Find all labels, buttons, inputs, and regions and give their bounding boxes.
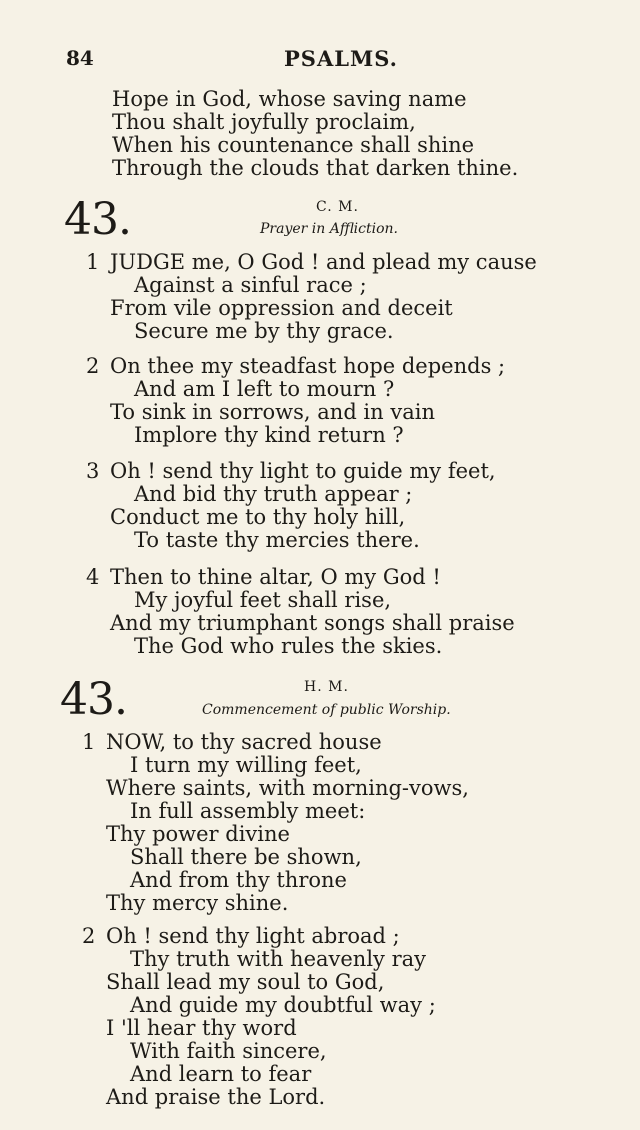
verse-line: Then to thine altar, O my God ! [110,565,441,589]
verse-line: To sink in sorrows, and in vain [110,400,435,424]
verse-line: And praise the Lord. [106,1085,326,1109]
verse-line: Shall lead my soul to God, [106,970,385,994]
verse-number: 1 [86,250,100,274]
verse-line: The God who rules the skies. [134,634,443,658]
verse-line: And guide my doubtful way ; [130,993,436,1017]
verse-line: To taste thy mercies there. [134,528,420,552]
verse-line: NOW, to thy sacred house [106,730,382,754]
verse-number: 1 [82,730,96,754]
verse-line: Oh ! send thy light abroad ; [106,924,400,948]
intro-line: Hope in God, whose saving name [112,87,467,111]
verse-line: Thy truth with heavenly ray [130,947,427,971]
verse-line: And my triumphant songs shall praise [110,611,515,635]
hymn-number: 43. [64,194,131,245]
verse-line: In full assembly meet: [130,799,366,823]
running-head: PSALMS. [284,46,398,71]
verse-line: I turn my willing feet, [130,753,362,777]
hymn-meter: H. M. [304,679,349,695]
verse-number: 4 [86,565,100,589]
verse-number: 3 [86,459,100,483]
intro-line: Through the clouds that darken thine. [112,156,519,180]
verse-line: Against a sinful race ; [134,273,367,297]
intro-line: Thou shalt joyfully proclaim, [112,110,416,134]
page-number: 84 [66,46,94,70]
verse-line: Where saints, with morning-vows, [106,776,469,800]
verse-line: Conduct me to thy holy hill, [110,505,406,529]
verse-line: Shall there be shown, [130,845,362,869]
verse-line: Thy power divine [106,822,290,846]
verse-line: And learn to fear [130,1062,312,1086]
verse-line: My joyful feet shall rise, [134,588,392,612]
verse-line: Implore thy kind return ? [134,423,404,447]
intro-line: When his countenance shall shine [112,133,475,157]
verse-number: 2 [82,924,96,948]
hymn-title: Prayer in Affliction. [260,221,398,237]
verse-line: Thy mercy shine. [106,891,289,915]
verse-line: On thee my steadfast hope depends ; [110,354,506,378]
verse-line: With faith sincere, [130,1039,327,1063]
page-header [0,46,640,76]
verse-line: Oh ! send thy light to guide my feet, [110,459,496,483]
verse-line: And am I left to mourn ? [134,377,395,401]
verse-number: 2 [86,354,100,378]
verse-line: And from thy throne [130,868,347,892]
verse-line: From vile oppression and deceit [110,296,453,320]
hymn-title: Commencement of public Worship. [202,702,451,718]
verse-line: JUDGE me, O God ! and plead my cause [110,250,537,274]
verse-line: And bid thy truth appear ; [134,482,413,506]
hymn-number: 43. [60,674,127,725]
hymn-meter: C. M. [316,199,359,215]
verse-line: Secure me by thy grace. [134,319,394,343]
verse-line: I 'll hear thy word [106,1016,297,1040]
